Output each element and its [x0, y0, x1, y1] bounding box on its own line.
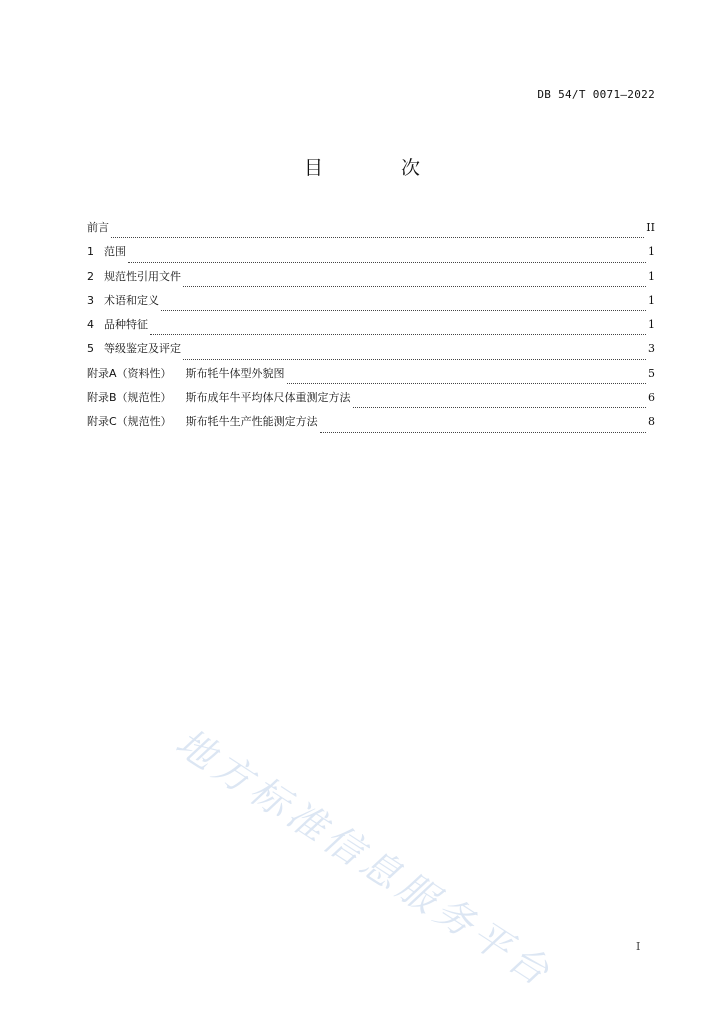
toc-leader-dots: [183, 285, 646, 287]
toc-entry-number: 3: [87, 293, 94, 307]
toc-entry-terms-definitions[interactable]: [87, 291, 655, 315]
toc-entry-page: 3: [648, 342, 655, 356]
toc-entry-label: 品种特征: [104, 318, 148, 332]
toc-entry-scope[interactable]: [87, 242, 655, 266]
toc-entry-label: 斯布成年牛平均体尺体重测定方法: [185, 391, 351, 405]
toc-entry-appendix-b[interactable]: [87, 388, 655, 412]
toc-entry-appendix-a[interactable]: [87, 364, 655, 388]
toc-entry-number: 附录C（规范性）: [87, 415, 172, 429]
toc-entry-foreword[interactable]: [87, 218, 655, 242]
toc-entry-appendix-c[interactable]: [87, 412, 655, 436]
toc-entry-label: 术语和定义: [104, 293, 159, 307]
toc-entry-label: 前言: [87, 221, 109, 234]
toc-entry-page: 1: [648, 318, 655, 332]
toc-entry-breed-characteristics[interactable]: [87, 315, 655, 339]
toc-leader-dots: [287, 382, 646, 384]
document-code: DB 54/T 0071—2022: [537, 88, 655, 101]
toc-leader-dots: [353, 406, 646, 408]
table-of-contents: [87, 218, 655, 437]
toc-leader-dots: [111, 236, 644, 238]
toc-entry-grading[interactable]: [87, 339, 655, 363]
toc-entry-number: 2: [87, 269, 94, 283]
toc-entry-number: 1: [87, 245, 94, 259]
toc-entry-page: 1: [648, 245, 655, 259]
toc-leader-dots: [183, 358, 646, 360]
toc-entry-label: 斯布牦牛生产性能测定方法: [185, 415, 318, 429]
toc-entry-page: 8: [648, 415, 655, 429]
toc-leader-dots: [161, 309, 646, 311]
toc-leader-dots: [150, 333, 646, 335]
toc-entry-label: 范围: [104, 245, 126, 259]
toc-entry-number: 附录A（资料性）: [87, 366, 172, 380]
page-number: I: [636, 940, 641, 953]
toc-title: 目 次: [303, 157, 457, 179]
toc-entry-page: 6: [648, 391, 655, 405]
watermark: 地方标准信息服务平台: [168, 719, 562, 997]
toc-entry-page: II: [646, 221, 655, 234]
toc-entry-label: 斯布牦牛体型外貌图: [185, 366, 285, 380]
toc-leader-dots: [320, 431, 646, 433]
toc-entry-number: 5: [87, 342, 94, 356]
toc-entry-normative-references[interactable]: [87, 267, 655, 291]
toc-entry-page: 1: [648, 293, 655, 307]
toc-entry-page: 5: [648, 366, 655, 380]
toc-entry-page: 1: [648, 269, 655, 283]
toc-leader-dots: [128, 261, 646, 263]
toc-entry-label: 规范性引用文件: [104, 269, 181, 283]
toc-entry-number: 附录B（规范性）: [87, 391, 172, 405]
toc-entry-number: 4: [87, 318, 94, 332]
toc-entry-label: 等级鉴定及评定: [104, 342, 181, 356]
